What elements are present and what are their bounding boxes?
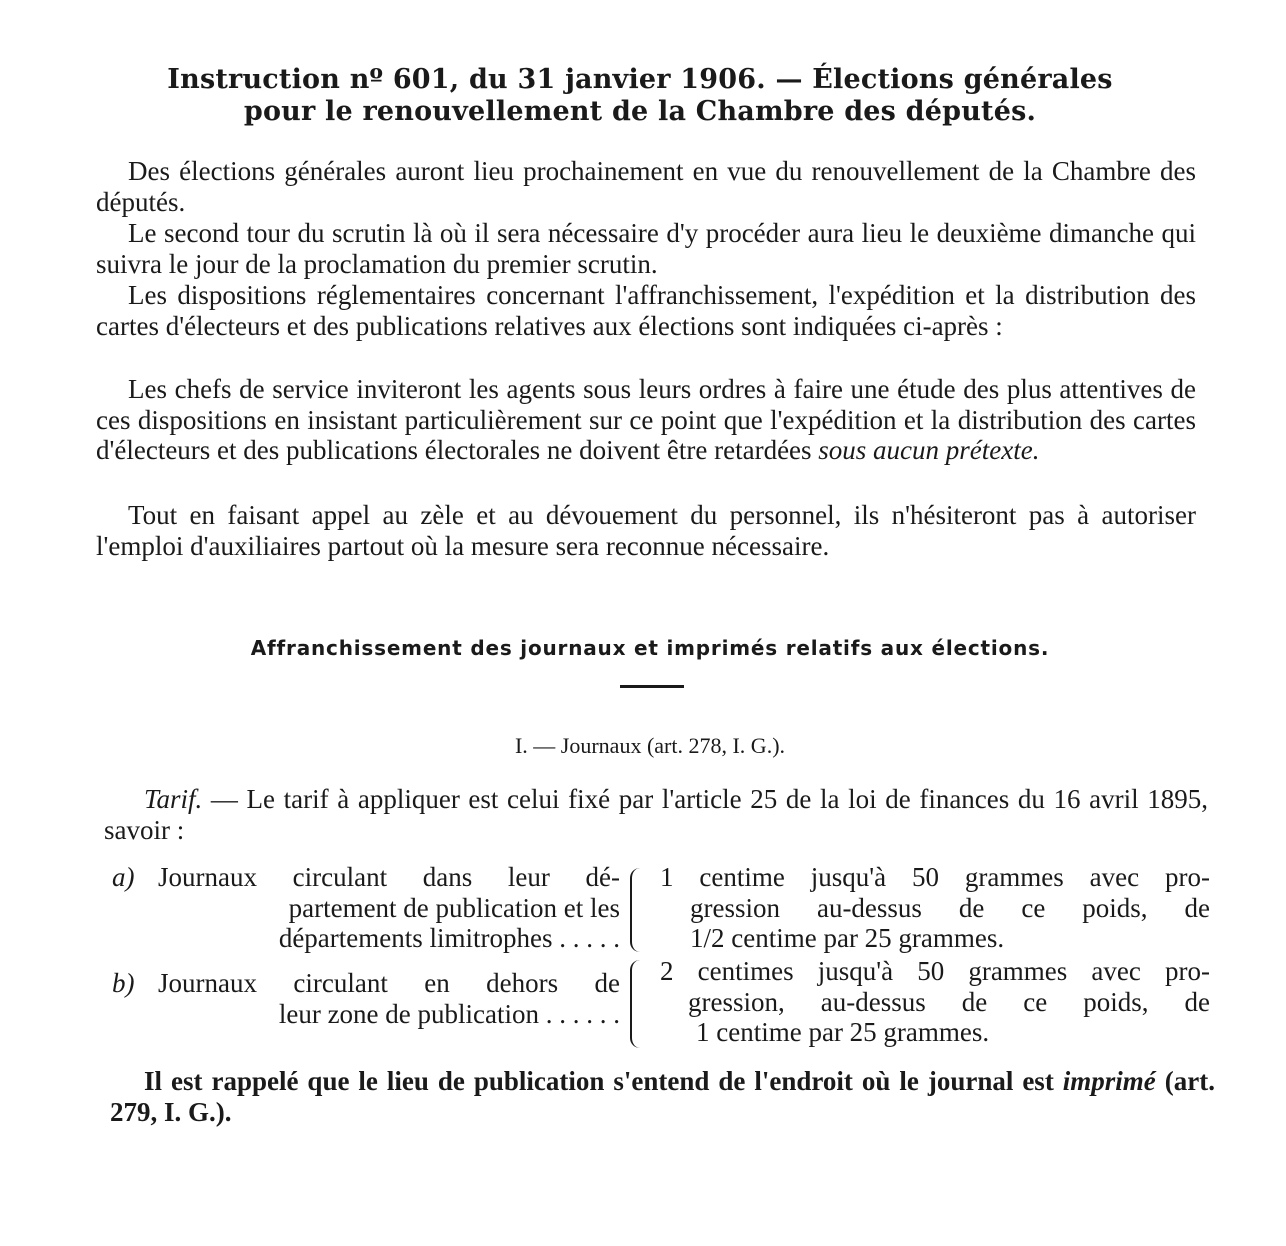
rate-label-b-line-1: Journaux circulant en dehors de: [158, 968, 620, 998]
rate-value-a-line-1: 1 centime jusqu'à 50 grammes avec pro-: [660, 862, 1210, 892]
paragraph-2: Le second tour du scrutin là où il sera nécessaire d'y procéder aura lieu le deuxième dimanche qui suivra le jour de la proclamation du premier scrutin.: [96, 218, 1196, 279]
subsection-heading: I. — Journaux (art. 278, I. G.).: [514, 733, 786, 758]
rate-marker-b: b): [112, 968, 135, 998]
rate-row-a: [100, 862, 1216, 956]
rate-label-b-line-2: leur zone de publication . . . . . .: [278, 998, 620, 1029]
paragraph-4: [96, 374, 1196, 466]
final-text: Il est rappelé que le lieu de publication s'entend de l'endroit où le journal est: [144, 1066, 1054, 1096]
rate-value-a-line-2: gression au-dessus de ce poids, de: [690, 892, 1210, 923]
brace-b: [630, 960, 646, 1048]
final-emphasis: imprimé: [1062, 1066, 1156, 1096]
rate-value-b: [660, 956, 1210, 1048]
rate-row-b: [100, 956, 1216, 1050]
rate-marker-a: a): [112, 862, 135, 892]
title-line-2: pour le renouvellement de la Chambre des députés.: [243, 96, 1037, 127]
tarif-paragraph: [104, 784, 1208, 845]
tarif-text: — Le tarif à appliquer est celui fixé par l'article 25 de la loi de finances du 16 avril 1895, savoir :: [104, 784, 1208, 845]
rate-label-a-line-2: partement de publication et les: [288, 892, 620, 923]
title-line-1: Instruction nº 601, du 31 janvier 1906. — Élections générales: [167, 64, 1113, 95]
final-paragraph: [110, 1066, 1215, 1127]
rate-value-b-line-1: 2 centimes jusqu'à 50 grammes avec pro-: [660, 956, 1210, 986]
rate-label-a-line-3: départements limitrophes . . . . .: [278, 923, 620, 953]
rate-label-a: [158, 862, 620, 954]
section-divider: [620, 685, 684, 688]
rate-value-a-line-3: 1/2 centime par 25 grammes.: [690, 923, 1005, 953]
paragraph-3: Les dispositions réglementaires concernant l'affranchissement, l'expédition et la distribution des cartes d'électeurs et des publications relatives aux élections sont indiquées ci-après :: [96, 280, 1196, 341]
document-title: [120, 64, 1160, 128]
rate-value-b-line-2: gression, au-dessus de ce poids, de: [688, 986, 1210, 1017]
section-heading: Affranchissement des journaux et imprimés relatifs aux élections.: [250, 636, 1050, 660]
paragraph-4-text: Les chefs de service inviteront les agents sous leurs ordres à faire une étude des plus attentives de ces dispositions en insistant particulièrement sur ce point que l'expédition et la distribution des cartes d'électeurs et des publications électorales ne doivent être retardées: [96, 374, 1196, 465]
rate-value-b-line-3: 1 centime par 25 grammes.: [696, 1017, 990, 1047]
rate-value-a: [660, 862, 1210, 954]
paragraph-5: Tout en faisant appel au zèle et au dévouement du personnel, ils n'hésiteront pas à autoriser l'emploi d'auxiliaires partout où la mesure sera reconnue nécessaire.: [96, 500, 1196, 561]
rate-label-a-line-1: Journaux circulant dans leur dé-: [158, 862, 620, 892]
rate-label-b: [158, 968, 620, 1029]
tarif-label: Tarif.: [144, 784, 203, 814]
brace-a: [630, 868, 646, 952]
paragraph-4-emphasis: sous aucun prétexte.: [818, 435, 1040, 465]
paragraph-1: Des élections générales auront lieu prochainement en vue du renouvellement de la Chambre des députés.: [96, 156, 1196, 217]
final-tail: (art. 279, I. G.).: [110, 1066, 1215, 1127]
